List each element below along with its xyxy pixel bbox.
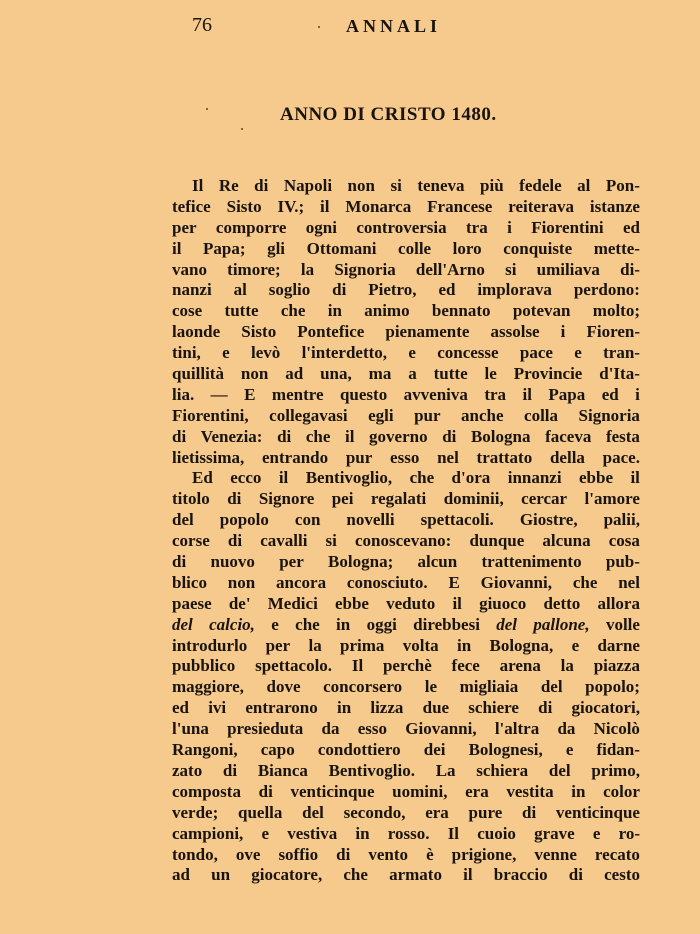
text-line: il Papa; gli Ottomani colle loro conquiste mette- bbox=[172, 238, 640, 258]
text-line: quillità non ad una, ma a tutte le Provincie d'Ita- bbox=[172, 364, 640, 384]
text-line: composta di venticinque uomini, era vestita in color bbox=[172, 781, 640, 801]
text-line: introdurlo per la prima volta in Bologna, e darne bbox=[172, 635, 640, 655]
text-line: per comporre ogni controversia tra i Fiorentini ed bbox=[172, 217, 640, 237]
scan-speck bbox=[241, 128, 243, 130]
text-line: verde; quella del secondo, era pure di venticinque bbox=[172, 802, 640, 822]
text-line: Fiorentini, collegavasi egli pur anche colla Signoria bbox=[172, 405, 640, 425]
running-head: ANNALI bbox=[346, 16, 442, 36]
section-title: ANNO DI CRISTO 1480. bbox=[280, 104, 497, 125]
text-line: laonde Sisto Pontefice pienamente assolse i Fioren- bbox=[172, 322, 640, 342]
page-number: 76 bbox=[192, 14, 212, 36]
paragraph bbox=[172, 468, 640, 886]
text-line: titolo di Signore pei regalati dominii, cercar l'amore bbox=[172, 489, 640, 509]
text-line: pubblico spettacolo. Il perchè fece arena la piazza bbox=[172, 656, 640, 676]
text-line: l'una presieduta da esso Giovanni, l'altra da Nicolò bbox=[172, 719, 640, 739]
text-line: di Venezia: di che il governo di Bologna faceva festa bbox=[172, 426, 640, 446]
text-line: maggiore, dove concorsero le migliaia del popolo; bbox=[172, 677, 640, 697]
text-line: Rangoni, capo condottiero dei Bolognesi, e fidan- bbox=[172, 740, 640, 760]
paragraph bbox=[172, 176, 640, 468]
text-line: del calcio, e che in oggi direbbesi del pallone, volle bbox=[172, 614, 640, 634]
text-line: di nuovo per Bologna; alcun trattenimento pub- bbox=[172, 552, 640, 572]
text-line: corse di cavalli si conoscevano: dunque alcuna cosa bbox=[172, 531, 640, 551]
text-line: tini, e levò l'interdetto, e concesse pace e tran- bbox=[172, 343, 640, 363]
scan-speck bbox=[206, 108, 208, 110]
text-line: vano timore; la Signoria dell'Arno si umiliava di- bbox=[172, 259, 640, 279]
text-line: lietissima, entrando pur esso nel trattato della pace. bbox=[172, 447, 640, 467]
text-line: Ed ecco il Bentivoglio, che d'ora innanzi ebbe il bbox=[192, 468, 640, 488]
text-line: Il Re di Napoli non si teneva più fedele al Pon- bbox=[192, 176, 640, 195]
text-line: cose tutte che in animo bennato potevan molto; bbox=[172, 301, 640, 321]
text-line: blico non ancora conosciuto. E Giovanni, che nel bbox=[172, 572, 640, 592]
text-line: lia. — E mentre questo avveniva tra il Papa ed i bbox=[172, 384, 640, 404]
text-line: zato di Bianca Bentivoglio. La schiera del primo, bbox=[172, 760, 640, 780]
text-line: campioni, e vestiva in rosso. Il cuoio grave e ro- bbox=[172, 823, 640, 843]
text-line: nanzi al soglio di Pietro, ed implorava perdono: bbox=[172, 280, 640, 300]
scan-speck bbox=[318, 26, 320, 28]
text-line: del popolo con novelli spettacoli. Giostre, palii, bbox=[172, 510, 640, 530]
text-line: paese de' Medici ebbe veduto il giuoco detto allora bbox=[172, 593, 640, 613]
text-line: ed ivi entrarono in lizza due schiere di giocatori, bbox=[172, 698, 640, 718]
text-line: ad un giocatore, che armato il braccio di cesto bbox=[172, 865, 640, 885]
text-line: tefice Sisto IV.; il Monarca Francese reiterava istanze bbox=[172, 196, 640, 216]
body-text bbox=[172, 176, 640, 886]
text-line: tondo, ove soffio di vento è prigione, venne recato bbox=[172, 844, 640, 864]
